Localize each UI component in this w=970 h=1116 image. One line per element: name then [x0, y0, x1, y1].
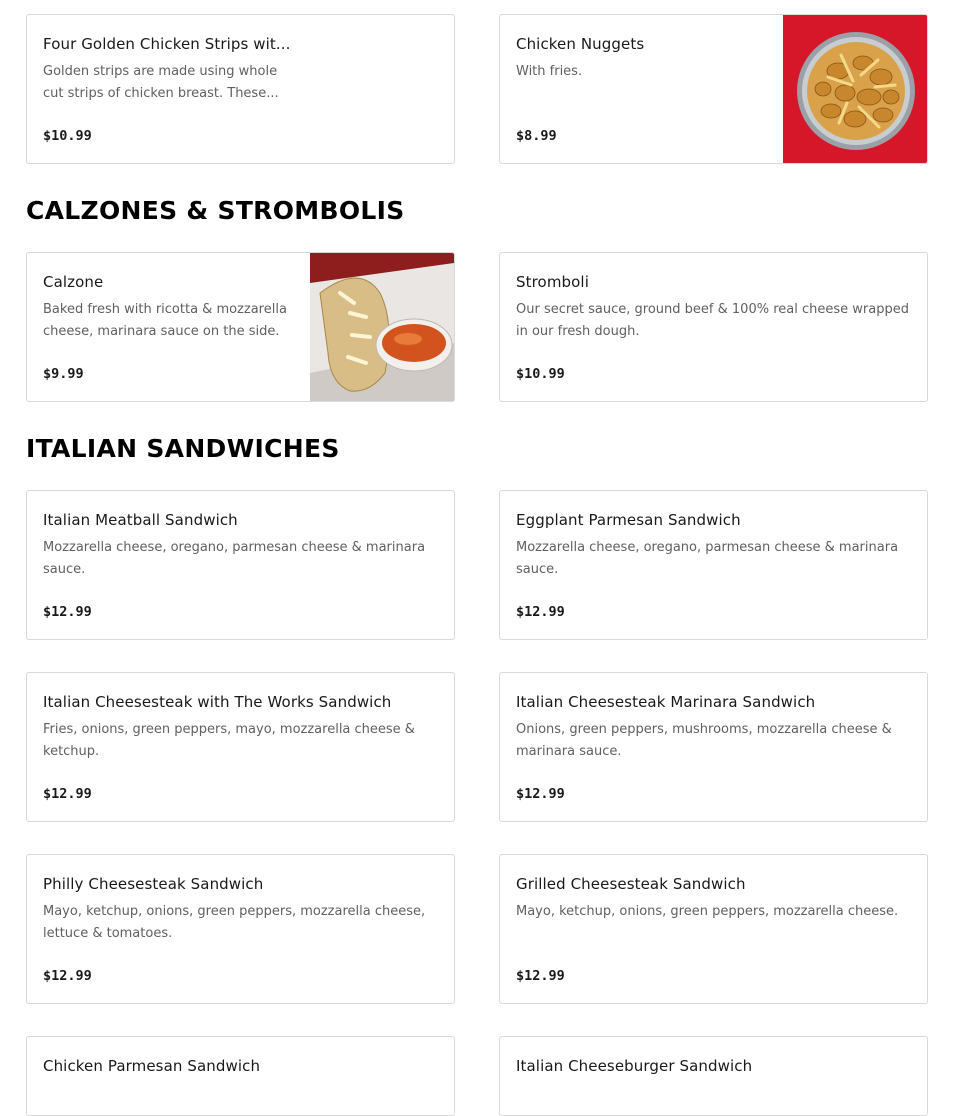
section-title-calzones: CALZONES & STROMBOLIS — [26, 196, 405, 225]
menu-item-card[interactable] — [499, 14, 928, 164]
item-description: Fries, onions, green peppers, mayo, mozzarella cheese & ketchup. — [43, 722, 415, 759]
item-name: Calzone — [43, 273, 104, 291]
item-price: $12.99 — [43, 786, 92, 802]
item-name: Chicken Parmesan Sandwich — [43, 1057, 261, 1075]
item-name: Italian Cheeseburger Sandwich — [516, 1057, 753, 1075]
item-description: Mayo, ketchup, onions, green peppers, mozzarella cheese, lettuce & tomatoes. — [43, 904, 426, 941]
item-price: $8.99 — [516, 128, 557, 144]
item-name: Four Golden Chicken Strips wit... — [43, 35, 291, 53]
item-description: Mozzarella cheese, oregano, parmesan cheese & marinara sauce. — [516, 540, 899, 577]
menu-item-card[interactable] — [26, 672, 455, 822]
item-price: $12.99 — [43, 968, 92, 984]
menu-item-card[interactable] — [26, 854, 455, 1004]
item-name: Grilled Cheesesteak Sandwich — [516, 875, 746, 893]
item-description: Mayo, ketchup, onions, green peppers, mozzarella cheese. — [516, 904, 899, 919]
menu-item-card[interactable] — [499, 252, 928, 402]
item-description: Onions, green peppers, mushrooms, mozzarella cheese & marinara sauce. — [516, 722, 892, 759]
menu-item-card[interactable] — [499, 490, 928, 640]
menu-item-card[interactable] — [26, 14, 455, 164]
item-price: $12.99 — [516, 786, 565, 802]
item-name: Stromboli — [516, 273, 589, 291]
item-description: With fries. — [516, 64, 583, 79]
item-name: Eggplant Parmesan Sandwich — [516, 511, 741, 529]
item-name: Chicken Nuggets — [516, 35, 645, 53]
calzone-photo — [310, 253, 454, 401]
item-description: Mozzarella cheese, oregano, parmesan cheese & marinara sauce. — [43, 540, 426, 577]
item-name: Italian Meatball Sandwich — [43, 511, 238, 529]
item-name: Italian Cheesesteak Marinara Sandwich — [516, 693, 816, 711]
item-description: Baked fresh with ricotta & mozzarella cheese, marinara sauce on the side. — [43, 302, 287, 339]
item-price: $10.99 — [516, 366, 565, 382]
item-price: $12.99 — [516, 968, 565, 984]
item-name: Philly Cheesesteak Sandwich — [43, 875, 264, 893]
menu-item-card[interactable] — [26, 490, 455, 640]
chicken-nuggets-photo — [783, 15, 927, 163]
item-price: $12.99 — [516, 604, 565, 620]
menu-item-card[interactable] — [499, 672, 928, 822]
item-price: $10.99 — [43, 128, 92, 144]
item-price: $12.99 — [43, 604, 92, 620]
item-description: Our secret sauce, ground beef & 100% real cheese wrapped in our fresh dough. — [516, 302, 909, 339]
menu-item-card[interactable] — [26, 252, 455, 402]
item-price: $9.99 — [43, 366, 84, 382]
item-name: Italian Cheesesteak with The Works Sandwich — [43, 693, 392, 711]
section-title-sandwiches: ITALIAN SANDWICHES — [26, 434, 340, 463]
menu-item-card[interactable] — [26, 1036, 455, 1116]
menu-item-card[interactable] — [499, 1036, 928, 1116]
menu-item-card[interactable] — [499, 854, 928, 1004]
item-description: Golden strips are made using whole cut strips of chicken breast. These... — [43, 64, 279, 101]
